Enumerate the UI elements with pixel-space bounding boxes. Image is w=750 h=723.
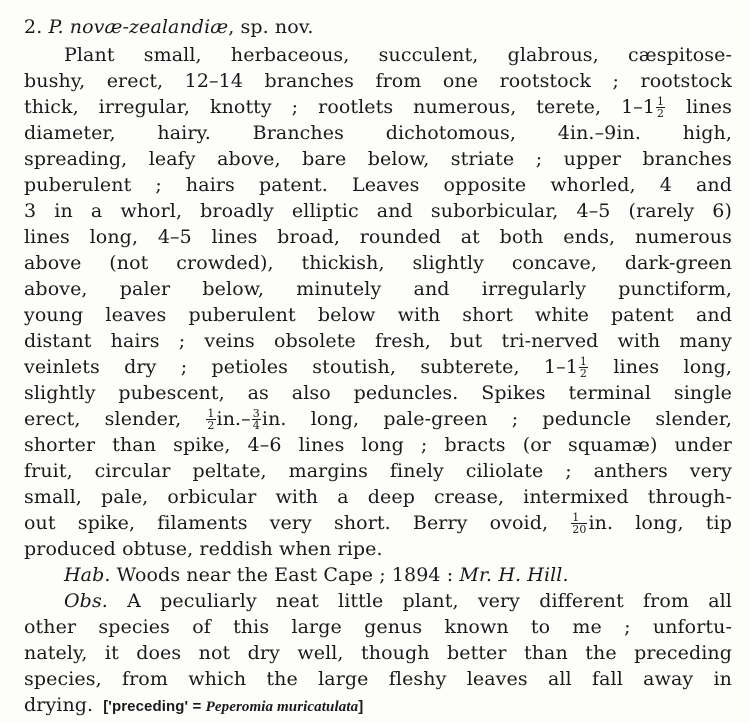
observations-text: A peculiarly neat little plant, very different from all [107,590,732,612]
fraction-one-twentieth: $\frac{1}{20}$ [572,510,587,536]
description-text: lines [666,96,732,118]
habitat-label: Hab. [64,564,111,586]
description-line-7: 3 in a whorl, broadly elliptic and suborbicular, 4–5 (rarely 6) [24,200,732,222]
species-heading [24,14,732,40]
observations-label: Obs. [64,590,108,612]
description-line-16: shorter than spike, 4–6 lines long ; bracts (or squamæ) under [24,434,732,456]
description-text: thick, irregular, knotty ; rootlets numerous, terete, 1–1 [24,96,656,118]
description-text: out spike, filaments very short. Berry ovoid, [24,512,571,534]
description-line-9: above (not crowded), thickish, slightly concave, dark-green [24,252,732,274]
description-line-1: Plant small, herbaceous, succulent, glabrous, cæspitose- [64,44,732,66]
observations-line-5 [24,692,732,720]
description-line-20: produced obtuse, reddish when ripe. [24,538,383,560]
editor-note-text: ['preceding' = [103,698,206,715]
description-line-14: slightly pubescent, as also peduncles. Spikes terminal single [24,382,732,404]
description-text: in. long, pale-green ; peduncle slender, [261,408,732,430]
genus-abbrev: P. [48,16,64,38]
observations-text: drying. [24,694,94,716]
observations-line-2: other species of this large genus known to me ; unfortu- [24,616,732,638]
description-line-18: small, pale, orbicular with a deep crease, intermixed through- [24,486,732,508]
habitat-line [64,562,732,588]
description-text: lines long, [589,356,733,378]
description-line-17: fruit, circular peltate, margins finely ciliolate ; anthers very [24,460,732,482]
description-line-10: above, paler below, minutely and irregularly punctiform, [24,278,732,300]
description-line-3 [24,94,732,120]
fraction-one-half: $\frac{1}{2}$ [579,354,588,380]
observations-line-1 [64,588,732,614]
editor-note-close: ] [358,698,364,715]
editor-note-taxon: Peperomia muricatulata [205,699,359,715]
fraction-three-quarters: $\frac{3}{4}$ [252,406,260,432]
heading-suffix: , sp. nov. [228,16,314,38]
observations-line-4: species, from which the large fleshy leaves all fall away in [24,668,732,690]
description-line-13 [24,354,732,380]
description-text: in. long, tip [588,512,732,534]
description-text: veinlets dry ; petioles stoutish, subterete, 1–1 [24,356,578,378]
habitat-text: Woods near the East Cape ; 1894 : [110,564,460,586]
description-line-2: bushy, erect, 12–14 branches from one rootstock ; rootstock [24,70,732,92]
description-line-15 [24,406,732,432]
description-text: erect, slender, [24,408,206,430]
description-line-8: lines long, 4–5 lines broad, rounded at both ends, numerous [24,226,732,248]
species-epithet: novæ-zealandiæ [69,16,229,38]
fraction-one-half: $\frac{1}{2}$ [207,406,215,432]
description-line-4: diameter, hairy. Branches dichotomous, 4in.–9in. high, [24,122,732,144]
species-number: 2. [24,16,43,38]
description-text: in.– [216,408,251,430]
fraction-one-half: $\frac{1}{2}$ [657,94,665,120]
description-line-11: young leaves puberulent below with short white patent and [24,304,732,326]
habitat-collector: Mr. H. Hill. [459,564,569,586]
description-line-19 [24,510,732,536]
editor-note [103,698,363,715]
description-line-6: puberulent ; hairs patent. Leaves opposite whorled, 4 and [24,174,732,196]
description-line-5: spreading, leafy above, bare below, striate ; upper branches [24,148,732,170]
observations-line-3: nately, it does not dry well, though better than the preceding [24,642,732,664]
description-line-12: distant hairs ; veins obsolete fresh, but tri-nerved with many [24,330,732,352]
